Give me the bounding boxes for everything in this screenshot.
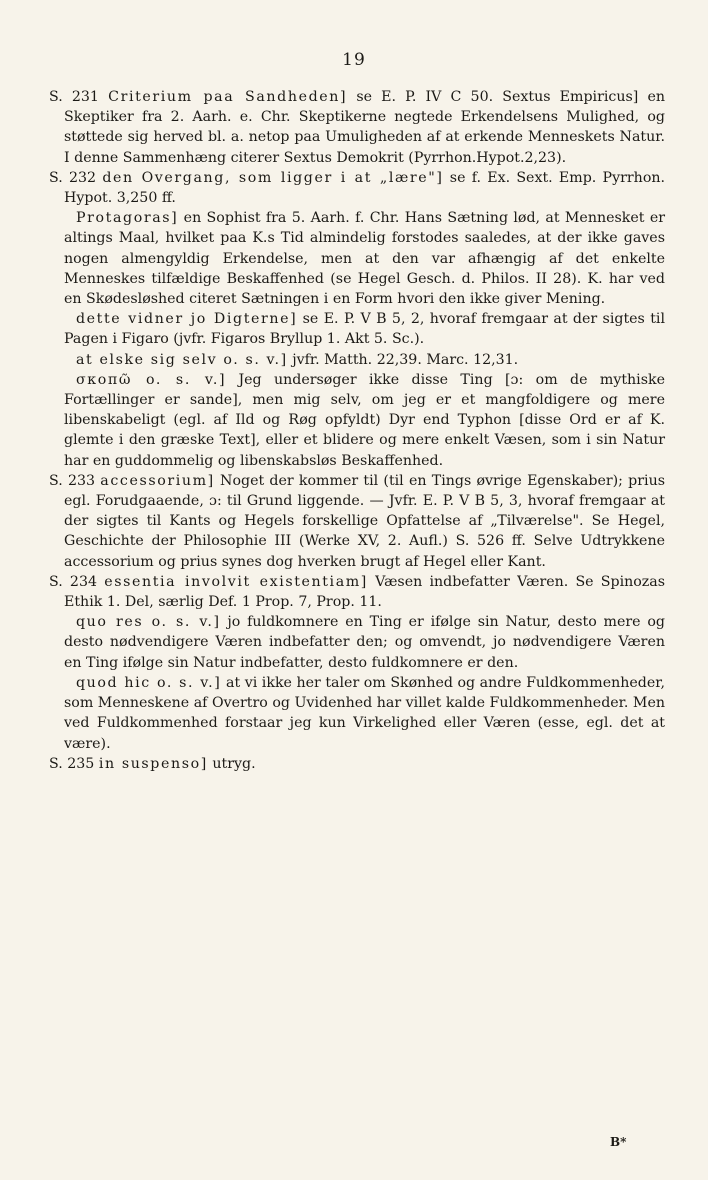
- note-lemma: accessorium]: [100, 472, 215, 489]
- subnote-lemma: quod hic o. s. v.]: [76, 674, 222, 691]
- note-text: se E. P. IV C 50. Sextus Empiricus] en Skeptiker fra 2. Aarh. e. Chr. Skeptikerne negtede Erkendelsens Mulighed, og støttede sig herved bl. a. netop paa Umuligheden af at erkende Menneskets Natur. I denne Sammenhæng citerer Sextus Demokrit (Pyrrhon.Hypot.2,23).: [64, 89, 666, 166]
- note-text: se f. Ex. Sext. Emp. Pyrrhon. Hypot. 3,250 ff.: [64, 169, 666, 207]
- note-lemma: in suspenso]: [98, 755, 208, 772]
- note-text: utryg.: [212, 755, 256, 772]
- subnote-quo-res: [49, 612, 665, 673]
- subnote-text: en Sophist fra 5. Aarh. f. Chr. Hans Sætning lød, at Mennesket er altings Maal, hvilket paa K.s Tid almindelig forstodes saaledes, at der ikke gaves nogen almengyldig Erkendelse, men at den var afhængig af det enkelte Menneskes tilfældige Beskaffenhed (se Hegel Gesch. d. Philos. II 28). K. har ved en Skødesløshed citeret Sætningen i en Form hvori den ikke giver Mening.: [64, 210, 665, 308]
- note-lemma: Criterium paa Sandheden]: [108, 89, 348, 105]
- subnote-text: jvfr. Matth. 22,39. Marc. 12,31.: [292, 351, 519, 368]
- subnote-skopo: [49, 370, 665, 471]
- subnote-lemma: dette vidner jo Digterne]: [76, 311, 298, 328]
- subnote-lemma: Protagoras]: [76, 210, 179, 227]
- subnote-text: se E. P. V B 5, 2, hvoraf fremgaar at der sigtes til Pagen i Figaro (jvfr. Figaros Bryllup 1. Akt 5. Sc.).: [64, 311, 665, 348]
- note-lemma: den Overgang, som ligger i at „lære"]: [102, 169, 444, 186]
- note-233: [49, 471, 665, 572]
- note-232: [49, 168, 665, 208]
- note-text: Væsen indbefatter Væren. Se Spinozas Ethik 1. Del, særlig Def. 1 Prop. 7, Prop. 11.: [64, 573, 666, 611]
- note-ref: S. 235: [49, 755, 95, 772]
- subnote-text: Jeg undersøger ikke disse Ting [ɔ: om de mythiske Fortællinger er sande], men mig selv, om jeg er et mangfoldigere og mere libenskabeligt (egl. af Ild og Røg opfyldt) Dyr end Typhon [disse Ord er af K. glemte i den græske Text], eller et blidere og mere enkelt Væsen, som i sin Natur har en guddommelig og libenskabsløs Beskaffenhed.: [64, 371, 665, 469]
- note-ref: S. 234: [49, 573, 97, 590]
- note-ref: S. 233: [49, 472, 96, 489]
- subnote-text: jo fuldkomnere en Ting er ifølge sin Natur, desto mere og desto nødvendigere Væren indbefatter den; og omvendt, jo nødvendigere Væren en Ting ifølge sin Natur indbefatter, desto fuldkomnere er den.: [64, 614, 665, 671]
- note-ref: S. 231: [49, 89, 99, 105]
- subnote-elske: [49, 350, 665, 370]
- note-231: [49, 87, 665, 168]
- subnote-quod-hic: [49, 673, 665, 754]
- signature-mark: B*: [610, 1135, 627, 1149]
- page-number: 19: [342, 50, 366, 70]
- subnote-lemma: at elske sig selv o. s. v.]: [76, 351, 288, 368]
- note-lemma: essentia involvit existentiam]: [104, 573, 368, 590]
- note-235: [49, 754, 665, 774]
- subnote-protagoras: [49, 208, 665, 309]
- subnote-lemma: σκοπῶ o. s. v.]: [76, 371, 227, 388]
- commentary-body: [49, 87, 665, 774]
- subnote-lemma: quo res o. s. v.]: [76, 614, 221, 631]
- note-ref: S. 232: [49, 169, 97, 186]
- subnote-text: at vi ikke her taler om Skønhed og andre Fuldkommenheder, som Menneskene af Overtro og Uvidenhed har villet kalde Fuldkommenheder. Men ved Fuldkommenhed forstaar jeg kun Virkelighed eller Væren (esse, egl. det at være).: [64, 674, 665, 752]
- subnote-digterne: [49, 309, 665, 349]
- note-text: Noget der kommer til (til en Tings øvrige Egenskaber); prius egl. Forudgaaende, ɔ: til Grund liggende. — Jvfr. E. P. V B 5, 3, hvoraf fremgaar at der sigtes til Kants og Hegels forskellige Opfattelse af „Tilværelse". Se Hegel, Geschichte der Philosophie III (Werke XV, 2. Aufl.) S. 526 ff. Selve Udtrykkene accessorium og prius synes dog hverken brugt af Hegel eller Kant.: [64, 472, 666, 570]
- note-234: [49, 572, 665, 612]
